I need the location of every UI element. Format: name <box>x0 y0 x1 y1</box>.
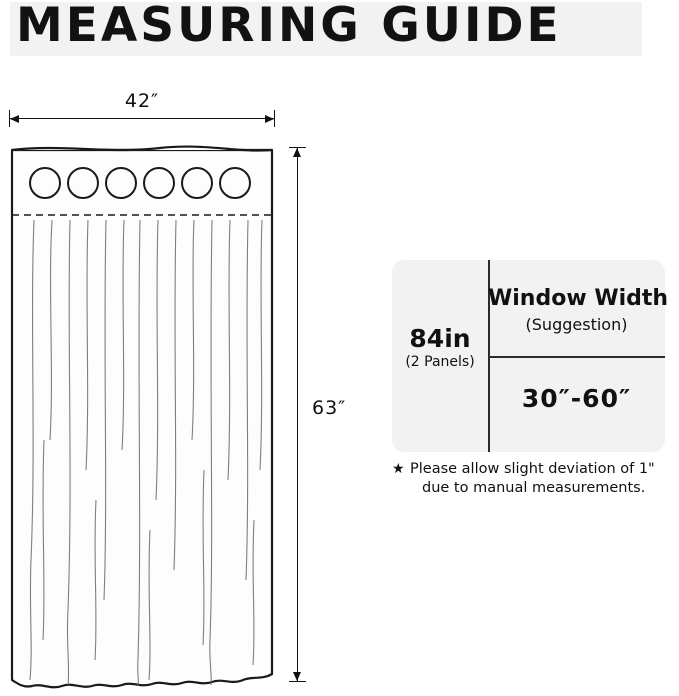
width-dimension-cap-right <box>274 110 275 127</box>
curtain-panel-illustration <box>0 140 285 690</box>
arrow-up-icon <box>293 148 301 157</box>
width-dimension <box>4 90 280 124</box>
star-icon: ★ <box>392 461 405 477</box>
size-suggestion-card <box>392 260 669 452</box>
arrow-left-icon <box>10 115 19 123</box>
arrow-right-icon <box>265 115 274 123</box>
width-dimension-label: 42″ <box>124 90 160 112</box>
height-dimension <box>288 142 368 687</box>
height-dimension-label: 63″ <box>312 397 347 419</box>
title-bar <box>0 0 679 62</box>
height-dimension-line <box>297 148 298 681</box>
disclaimer-line-2: due to manual measurements. <box>422 480 646 496</box>
window-width-title: Window Width <box>488 286 669 311</box>
panel-size-value: 84in <box>409 324 471 353</box>
window-width-subtitle: (Suggestion) <box>525 315 628 334</box>
width-dimension-line <box>10 118 274 119</box>
arrow-down-icon <box>293 672 301 681</box>
disclaimer-line-1: Please allow slight deviation of 1" <box>410 461 655 477</box>
page-title: MEASURING GUIDE <box>16 0 562 53</box>
window-width-range-value: 30″-60″ <box>521 384 632 413</box>
card-horizontal-divider <box>488 356 665 358</box>
panel-count-label: (2 Panels) <box>405 354 475 370</box>
height-dimension-cap-bottom <box>289 681 306 682</box>
